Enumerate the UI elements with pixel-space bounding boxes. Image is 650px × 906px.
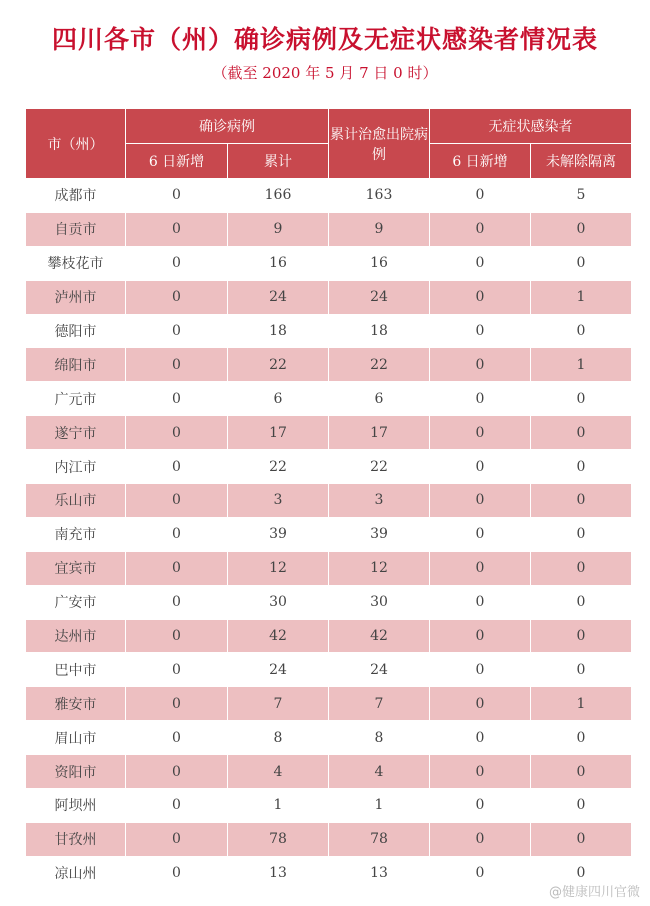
cell-city: 泸州市 (26, 280, 126, 314)
table-row (26, 551, 632, 585)
cell-confirmed-new: 0 (126, 585, 228, 619)
cell-confirmed-new: 0 (126, 517, 228, 551)
cell-cured: 24 (329, 653, 430, 687)
cell-confirmed-total: 6 (228, 382, 329, 416)
cell-city: 阿坝州 (26, 789, 126, 823)
cell-asym-new: 0 (430, 450, 531, 484)
cell-asym-isolated: 0 (531, 484, 632, 518)
table-row (26, 517, 632, 551)
cell-confirmed-new: 0 (126, 721, 228, 755)
cell-asym-new: 0 (430, 687, 531, 721)
cell-confirmed-total: 24 (228, 280, 329, 314)
cell-cured: 18 (329, 314, 430, 348)
cell-confirmed-total: 7 (228, 687, 329, 721)
watermark: @健康四川官微 (548, 885, 640, 900)
cell-confirmed-total: 16 (228, 246, 329, 280)
cell-city: 眉山市 (26, 721, 126, 755)
cell-confirmed-total: 3 (228, 484, 329, 518)
cell-confirmed-new: 0 (126, 179, 228, 213)
cell-city: 宜宾市 (26, 551, 126, 585)
cell-asym-isolated: 0 (531, 619, 632, 653)
cell-asym-new: 0 (430, 721, 531, 755)
cell-confirmed-total: 22 (228, 450, 329, 484)
table-row (26, 314, 632, 348)
cell-cured: 30 (329, 585, 430, 619)
table-row (26, 721, 632, 755)
cell-cured: 16 (329, 246, 430, 280)
cell-confirmed-total: 13 (228, 856, 329, 890)
cell-city: 甘孜州 (26, 822, 126, 856)
cell-cured: 22 (329, 450, 430, 484)
cell-city: 广元市 (26, 382, 126, 416)
cell-asym-new: 0 (430, 551, 531, 585)
cell-asym-new: 0 (430, 619, 531, 653)
cell-asym-isolated: 1 (531, 687, 632, 721)
cell-asym-isolated: 5 (531, 179, 632, 213)
table-row (26, 179, 632, 213)
cell-city: 内江市 (26, 450, 126, 484)
cell-confirmed-total: 1 (228, 789, 329, 823)
cell-asym-isolated: 0 (531, 721, 632, 755)
table-row (26, 585, 632, 619)
cell-confirmed-new: 0 (126, 416, 228, 450)
cell-confirmed-total: 8 (228, 721, 329, 755)
cell-confirmed-total: 22 (228, 348, 329, 382)
cell-asym-new: 0 (430, 755, 531, 789)
cell-confirmed-new: 0 (126, 687, 228, 721)
table-row (26, 619, 632, 653)
cell-cured: 6 (329, 382, 430, 416)
cell-confirmed-new: 0 (126, 484, 228, 518)
table-row (26, 687, 632, 721)
cell-asym-new: 0 (430, 653, 531, 687)
cell-asym-isolated: 0 (531, 856, 632, 890)
cell-confirmed-new: 0 (126, 619, 228, 653)
cell-confirmed-total: 18 (228, 314, 329, 348)
cell-asym-isolated: 0 (531, 585, 632, 619)
cell-asym-new: 0 (430, 822, 531, 856)
cell-city: 德阳市 (26, 314, 126, 348)
page-title: 四川各市（州）确诊病例及无症状感染者情况表 (51, 25, 598, 54)
cell-confirmed-new: 0 (126, 382, 228, 416)
cell-city: 南充市 (26, 517, 126, 551)
cell-confirmed-new: 0 (126, 789, 228, 823)
cell-asym-isolated: 0 (531, 517, 632, 551)
cell-asym-new: 0 (430, 416, 531, 450)
header-city: 市（州） (26, 109, 126, 179)
cell-confirmed-new: 0 (126, 280, 228, 314)
cell-cured: 3 (329, 484, 430, 518)
table-row (26, 212, 632, 246)
cell-cured: 7 (329, 687, 430, 721)
cell-cured: 78 (329, 822, 430, 856)
cell-confirmed-total: 39 (228, 517, 329, 551)
cell-asym-new: 0 (430, 348, 531, 382)
cell-cured: 17 (329, 416, 430, 450)
cell-asym-isolated: 0 (531, 416, 632, 450)
cell-confirmed-new: 0 (126, 314, 228, 348)
cell-city: 遂宁市 (26, 416, 126, 450)
cell-cured: 163 (329, 179, 430, 213)
cell-cured: 9 (329, 212, 430, 246)
cell-city: 绵阳市 (26, 348, 126, 382)
cell-confirmed-new: 0 (126, 551, 228, 585)
cell-city: 自贡市 (26, 212, 126, 246)
cell-confirmed-new: 0 (126, 653, 228, 687)
cell-asym-isolated: 0 (531, 822, 632, 856)
header-asym-new: 6 日新增 (430, 144, 531, 179)
cell-city: 雅安市 (26, 687, 126, 721)
header-cured: 累计治愈出院病例 (329, 109, 430, 179)
cell-asym-isolated: 0 (531, 450, 632, 484)
cell-cured: 24 (329, 280, 430, 314)
cell-confirmed-new: 0 (126, 822, 228, 856)
cell-city: 达州市 (26, 619, 126, 653)
header-confirmed: 确诊病例 (126, 109, 329, 144)
cell-cured: 1 (329, 789, 430, 823)
table-row (26, 382, 632, 416)
data-table (25, 108, 632, 891)
table-body (26, 179, 632, 891)
cell-confirmed-total: 12 (228, 551, 329, 585)
page-subtitle: （截至 2020 年 5 月 7 日 0 时） (212, 64, 438, 82)
header-confirmed-new: 6 日新增 (126, 144, 228, 179)
cell-asym-isolated: 0 (531, 551, 632, 585)
cell-confirmed-total: 78 (228, 822, 329, 856)
cell-confirmed-new: 0 (126, 246, 228, 280)
table-row (26, 822, 632, 856)
cell-asym-new: 0 (430, 856, 531, 890)
cell-cured: 8 (329, 721, 430, 755)
cell-asym-isolated: 0 (531, 789, 632, 823)
cell-cured: 13 (329, 856, 430, 890)
cell-cured: 42 (329, 619, 430, 653)
cell-city: 攀枝花市 (26, 246, 126, 280)
cell-asym-isolated: 0 (531, 382, 632, 416)
table-row (26, 856, 632, 890)
cell-asym-new: 0 (430, 484, 531, 518)
cell-confirmed-total: 17 (228, 416, 329, 450)
cell-confirmed-total: 4 (228, 755, 329, 789)
cell-confirmed-new: 0 (126, 856, 228, 890)
header-asymptomatic: 无症状感染者 (430, 109, 632, 144)
cell-asym-new: 0 (430, 789, 531, 823)
table-row (26, 348, 632, 382)
table-row (26, 755, 632, 789)
cell-asym-new: 0 (430, 517, 531, 551)
table-row (26, 653, 632, 687)
cell-confirmed-new: 0 (126, 755, 228, 789)
cell-asym-new: 0 (430, 179, 531, 213)
cell-city: 广安市 (26, 585, 126, 619)
cell-cured: 12 (329, 551, 430, 585)
cell-asym-isolated: 1 (531, 280, 632, 314)
cell-city: 乐山市 (26, 484, 126, 518)
table-row (26, 450, 632, 484)
table-row (26, 280, 632, 314)
cell-asym-isolated: 0 (531, 212, 632, 246)
cell-confirmed-new: 0 (126, 450, 228, 484)
cell-asym-new: 0 (430, 212, 531, 246)
cell-confirmed-new: 0 (126, 348, 228, 382)
cell-asym-isolated: 1 (531, 348, 632, 382)
cell-asym-isolated: 0 (531, 246, 632, 280)
table-row (26, 789, 632, 823)
cell-city: 巴中市 (26, 653, 126, 687)
table-row (26, 246, 632, 280)
table-row (26, 416, 632, 450)
cell-city: 凉山州 (26, 856, 126, 890)
header-asym-isolated: 未解除隔离 (531, 144, 632, 179)
table-row (26, 484, 632, 518)
cell-cured: 4 (329, 755, 430, 789)
cell-confirmed-total: 42 (228, 619, 329, 653)
cell-confirmed-new: 0 (126, 212, 228, 246)
header-confirmed-total: 累计 (228, 144, 329, 179)
cell-asym-isolated: 0 (531, 314, 632, 348)
cell-cured: 39 (329, 517, 430, 551)
cell-asym-new: 0 (430, 314, 531, 348)
cell-city: 资阳市 (26, 755, 126, 789)
cell-cured: 22 (329, 348, 430, 382)
cell-asym-new: 0 (430, 382, 531, 416)
cell-asym-new: 0 (430, 280, 531, 314)
cell-asym-new: 0 (430, 246, 531, 280)
cell-city: 成都市 (26, 179, 126, 213)
cell-asym-new: 0 (430, 585, 531, 619)
cell-confirmed-total: 24 (228, 653, 329, 687)
cell-confirmed-total: 30 (228, 585, 329, 619)
cell-confirmed-total: 9 (228, 212, 329, 246)
cell-asym-isolated: 0 (531, 653, 632, 687)
cell-asym-isolated: 0 (531, 755, 632, 789)
cell-confirmed-total: 166 (228, 179, 329, 213)
